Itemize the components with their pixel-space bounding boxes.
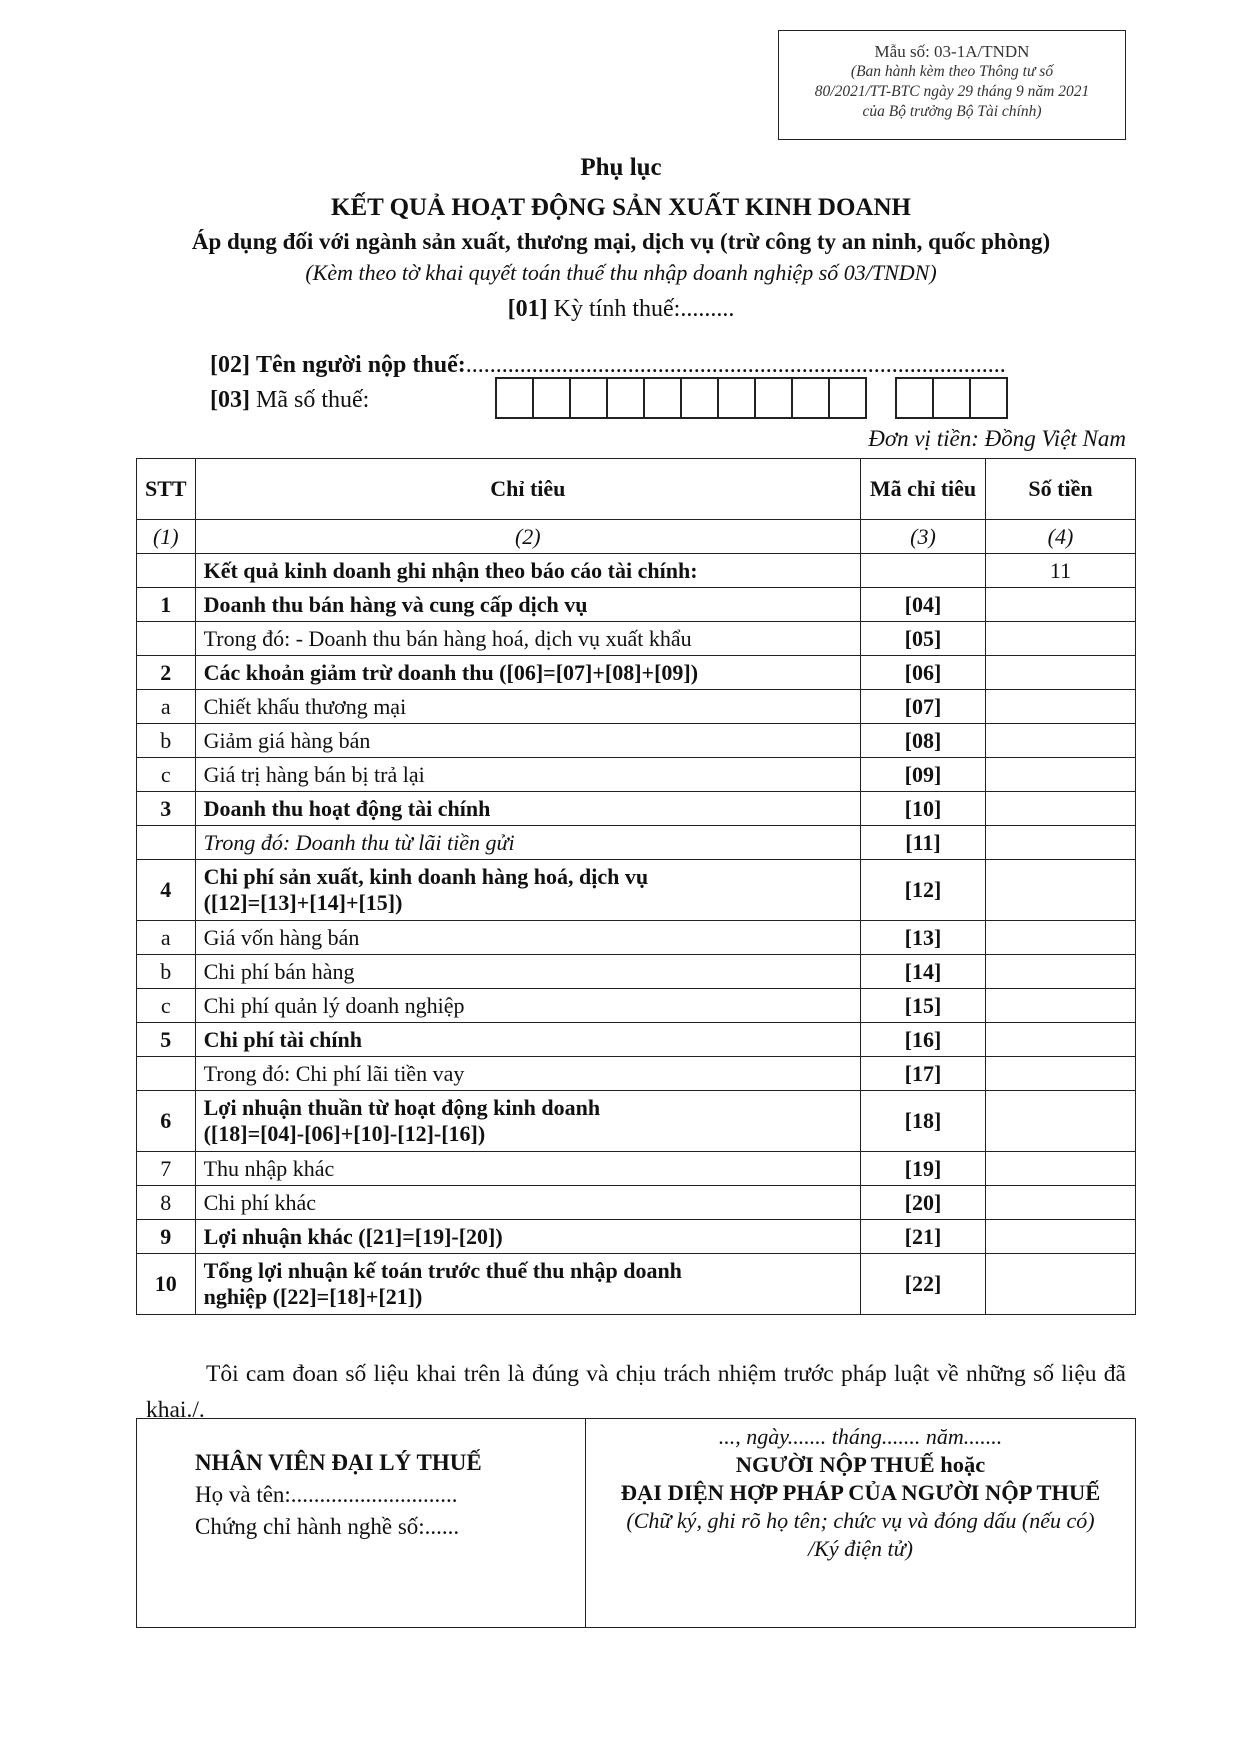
row-amount[interactable] bbox=[986, 588, 1136, 622]
row-code: [06] bbox=[861, 656, 986, 690]
tax-period-label: Kỳ tính thuế:......... bbox=[553, 296, 735, 322]
row-item bbox=[195, 1091, 860, 1152]
row-amount[interactable] bbox=[986, 758, 1136, 792]
taxpayer-name-field[interactable] bbox=[210, 352, 1006, 379]
row-item-line: nghiệp ([22]=[18]+[21]) bbox=[203, 1284, 423, 1309]
row-item: Chi phí bán hàng bbox=[195, 955, 860, 989]
table-index-row bbox=[137, 520, 1136, 554]
row-item: Chi phí quản lý doanh nghiệp bbox=[195, 989, 860, 1023]
row-stt: 1 bbox=[137, 588, 196, 622]
row-item: Các khoản giảm trừ doanh thu ([06]=[07]+[08]+[09]) bbox=[195, 656, 860, 690]
agent-title: NHÂN VIÊN ĐẠI LÝ THUẾ bbox=[195, 1450, 482, 1475]
row-amount[interactable] bbox=[986, 1023, 1136, 1057]
table-row bbox=[137, 1220, 1136, 1254]
row-amount[interactable] bbox=[986, 724, 1136, 758]
row-amount[interactable] bbox=[986, 1091, 1136, 1152]
tax-id-digit-box[interactable] bbox=[534, 379, 571, 417]
row-stt: 3 bbox=[137, 792, 196, 826]
row-item: Trong đó: - Doanh thu bán hàng hoá, dịch vụ xuất khẩu bbox=[195, 622, 860, 656]
row-stt: 10 bbox=[137, 1254, 196, 1315]
row-code: [15] bbox=[861, 989, 986, 1023]
row-item: Doanh thu bán hàng và cung cấp dịch vụ bbox=[195, 588, 860, 622]
row-code: [21] bbox=[861, 1220, 986, 1254]
row-code: [10] bbox=[861, 792, 986, 826]
payer-title: NGƯỜI NỘP THUẾ hoặc bbox=[735, 1452, 986, 1477]
row-item: Chi phí khác bbox=[195, 1186, 860, 1220]
appendix-title: Phụ lục bbox=[580, 154, 662, 181]
scope-subtitle: Áp dụng đối với ngành sản xuất, thương mại, dịch vụ (trừ công ty an ninh, quốc phòng) bbox=[191, 229, 1051, 254]
row-stt: 2 bbox=[137, 656, 196, 690]
table-row bbox=[137, 588, 1136, 622]
header-stt: STT bbox=[137, 459, 196, 520]
form-issued-line-1: (Ban hành kèm theo Thông tư số bbox=[850, 63, 1054, 80]
row-stt bbox=[137, 826, 196, 860]
row-item: Lợi nhuận khác ([21]=[19]-[20]) bbox=[195, 1220, 860, 1254]
row-amount[interactable] bbox=[986, 826, 1136, 860]
tax-id-digit-box[interactable] bbox=[571, 379, 608, 417]
taxpayer-code: [02] bbox=[210, 352, 250, 378]
row-amount[interactable] bbox=[986, 1254, 1136, 1315]
index-item: (2) bbox=[195, 520, 860, 554]
row-item-line: Lợi nhuận thuần từ hoạt động kinh doanh bbox=[203, 1095, 601, 1120]
agent-cert-field[interactable]: Chứng chỉ hành nghề số:...... bbox=[195, 1514, 460, 1539]
row-code: [07] bbox=[861, 690, 986, 724]
date-line[interactable]: ..., ngày....... tháng....... năm....... bbox=[718, 1424, 1003, 1449]
table-row bbox=[137, 792, 1136, 826]
row-stt: 5 bbox=[137, 1023, 196, 1057]
row-item: Thu nhập khác bbox=[195, 1152, 860, 1186]
row-amount[interactable] bbox=[986, 860, 1136, 921]
row-item-line: ([12]=[13]+[14]+[15]) bbox=[203, 890, 403, 915]
index-stt: (1) bbox=[137, 520, 196, 554]
row-amount[interactable] bbox=[986, 955, 1136, 989]
row-amount[interactable]: 11 bbox=[986, 554, 1136, 588]
row-stt bbox=[137, 554, 196, 588]
row-item-line: Chi phí sản xuất, kinh doanh hàng hoá, dịch vụ bbox=[203, 864, 649, 889]
table-row bbox=[137, 1023, 1136, 1057]
taxpayer-dots: .......................................................................................... bbox=[465, 352, 1006, 378]
payer-rep-title: ĐẠI DIỆN HỢP PHÁP CỦA NGƯỜI NỘP THUẾ bbox=[620, 1480, 1101, 1505]
header-item: Chỉ tiêu bbox=[195, 459, 860, 520]
form-issued-line-2: 80/2021/TT-BTC ngày 29 tháng 9 năm 2021 bbox=[814, 83, 1090, 100]
row-item: Chiết khấu thương mại bbox=[195, 690, 860, 724]
index-code: (3) bbox=[861, 520, 986, 554]
row-code: [18] bbox=[861, 1091, 986, 1152]
row-stt: 8 bbox=[137, 1186, 196, 1220]
table-row bbox=[137, 826, 1136, 860]
table-row bbox=[137, 1091, 1136, 1152]
row-code: [17] bbox=[861, 1057, 986, 1091]
tax-id-code: [03] bbox=[210, 387, 250, 413]
row-stt: 6 bbox=[137, 1091, 196, 1152]
row-code: [05] bbox=[861, 622, 986, 656]
row-stt bbox=[137, 622, 196, 656]
tax-id-digit-box[interactable] bbox=[756, 379, 793, 417]
row-stt: a bbox=[137, 690, 196, 724]
row-amount[interactable] bbox=[986, 690, 1136, 724]
header-code: Mã chỉ tiêu bbox=[861, 459, 986, 520]
tax-period-field[interactable] bbox=[0, 296, 1242, 323]
row-amount[interactable] bbox=[986, 1186, 1136, 1220]
row-item: Kết quả kinh doanh ghi nhận theo báo cáo tài chính: bbox=[195, 554, 860, 588]
tax-id-boxes[interactable] bbox=[495, 377, 867, 419]
pledge-statement: Tôi cam đoan số liệu khai trên là đúng và chịu trách nhiệm trước pháp luật về những số liệu đã khai./. bbox=[146, 1361, 1126, 1423]
form-number-box bbox=[778, 30, 1126, 140]
row-amount[interactable] bbox=[986, 989, 1136, 1023]
row-item-line: Tổng lợi nhuận kế toán trước thuế thu nhập doanh bbox=[203, 1258, 682, 1283]
table-row bbox=[137, 758, 1136, 792]
taxpayer-label: Tên người nộp thuế: bbox=[255, 352, 466, 378]
row-code bbox=[861, 554, 986, 588]
tax-id-digit-box[interactable] bbox=[682, 379, 719, 417]
sign-note-electronic: /Ký điện tử) bbox=[808, 1536, 913, 1561]
row-item: Doanh thu hoạt động tài chính bbox=[195, 792, 860, 826]
table-row bbox=[137, 1186, 1136, 1220]
row-code: [04] bbox=[861, 588, 986, 622]
agent-name-field[interactable]: Họ và tên:............................. bbox=[195, 1482, 458, 1507]
row-stt: c bbox=[137, 989, 196, 1023]
taxpayer-signature-cell bbox=[586, 1419, 1136, 1628]
row-amount[interactable] bbox=[986, 622, 1136, 656]
row-stt: c bbox=[137, 758, 196, 792]
tax-id-digit-box[interactable] bbox=[971, 379, 1008, 417]
table-row bbox=[137, 1057, 1136, 1091]
row-amount[interactable] bbox=[986, 792, 1136, 826]
table-row bbox=[137, 989, 1136, 1023]
row-code: [20] bbox=[861, 1186, 986, 1220]
sign-note: (Chữ ký, ghi rõ họ tên; chức vụ và đóng dấu (nếu có) bbox=[626, 1508, 1095, 1533]
agent-signature-cell bbox=[137, 1419, 586, 1628]
tax-id-digit-box[interactable] bbox=[719, 379, 756, 417]
row-item bbox=[195, 1254, 860, 1315]
results-table bbox=[136, 458, 1136, 1315]
form-number: Mẫu số: 03-1A/TNDN bbox=[874, 42, 1030, 61]
table-row bbox=[137, 622, 1136, 656]
row-item: Trong đó: Chi phí lãi tiền vay bbox=[195, 1057, 860, 1091]
table-row bbox=[137, 656, 1136, 690]
row-stt: 7 bbox=[137, 1152, 196, 1186]
table-row bbox=[137, 554, 1136, 588]
table-row bbox=[137, 921, 1136, 955]
row-item-line: ([18]=[04]-[06]+[10]-[12]-[16]) bbox=[203, 1121, 486, 1146]
tax-id-digit-box[interactable] bbox=[645, 379, 682, 417]
tax-id-digit-box[interactable] bbox=[793, 379, 830, 417]
row-amount[interactable] bbox=[986, 1152, 1136, 1186]
table-row bbox=[137, 724, 1136, 758]
row-code: [16] bbox=[861, 1023, 986, 1057]
row-stt: 4 bbox=[137, 860, 196, 921]
row-item: Giá trị hàng bán bị trả lại bbox=[195, 758, 860, 792]
table-header-row bbox=[137, 459, 1136, 520]
row-amount[interactable] bbox=[986, 921, 1136, 955]
currency-unit: Đơn vị tiền: Đồng Việt Nam bbox=[868, 426, 1126, 451]
index-amount: (4) bbox=[986, 520, 1136, 554]
table-row bbox=[137, 860, 1136, 921]
form-issued-line-3: của Bộ trưởng Bộ Tài chính) bbox=[862, 103, 1042, 120]
row-code: [19] bbox=[861, 1152, 986, 1186]
row-item: Trong đó: Doanh thu từ lãi tiền gửi bbox=[195, 826, 860, 860]
tax-id-branch-boxes[interactable] bbox=[895, 377, 1008, 419]
attached-note: (Kèm theo tờ khai quyết toán thuế thu nhập doanh nghiệp số 03/TNDN) bbox=[305, 260, 937, 285]
page-title: KẾT QUẢ HOẠT ĐỘNG SẢN XUẤT KINH DOANH bbox=[331, 194, 911, 221]
row-code: [22] bbox=[861, 1254, 986, 1315]
row-amount[interactable] bbox=[986, 1220, 1136, 1254]
row-stt: b bbox=[137, 724, 196, 758]
row-code: [09] bbox=[861, 758, 986, 792]
table-row bbox=[137, 690, 1136, 724]
row-item: Giảm giá hàng bán bbox=[195, 724, 860, 758]
tax-id-digit-box[interactable] bbox=[934, 379, 971, 417]
row-code: [11] bbox=[861, 826, 986, 860]
row-stt: 9 bbox=[137, 1220, 196, 1254]
tax-id-digit-box[interactable] bbox=[497, 379, 534, 417]
row-amount[interactable] bbox=[986, 1057, 1136, 1091]
tax-id-label: Mã số thuế: bbox=[255, 387, 370, 413]
row-stt: a bbox=[137, 921, 196, 955]
row-code: [12] bbox=[861, 860, 986, 921]
row-stt bbox=[137, 1057, 196, 1091]
row-item bbox=[195, 860, 860, 921]
tax-id-digit-box[interactable] bbox=[830, 379, 867, 417]
table-row bbox=[137, 955, 1136, 989]
signature-table bbox=[136, 1418, 1136, 1628]
row-stt: b bbox=[137, 955, 196, 989]
table-row bbox=[137, 1152, 1136, 1186]
row-code: [13] bbox=[861, 921, 986, 955]
row-code: [08] bbox=[861, 724, 986, 758]
row-code: [14] bbox=[861, 955, 986, 989]
tax-id-digit-box[interactable] bbox=[897, 379, 934, 417]
row-amount[interactable] bbox=[986, 656, 1136, 690]
tax-period-code: [01] bbox=[507, 296, 548, 322]
row-item: Giá vốn hàng bán bbox=[195, 921, 860, 955]
table-row bbox=[137, 1254, 1136, 1315]
tax-id-label-row bbox=[210, 387, 369, 414]
tax-id-digit-box[interactable] bbox=[608, 379, 645, 417]
row-item: Chi phí tài chính bbox=[195, 1023, 860, 1057]
header-amount: Số tiền bbox=[986, 459, 1136, 520]
